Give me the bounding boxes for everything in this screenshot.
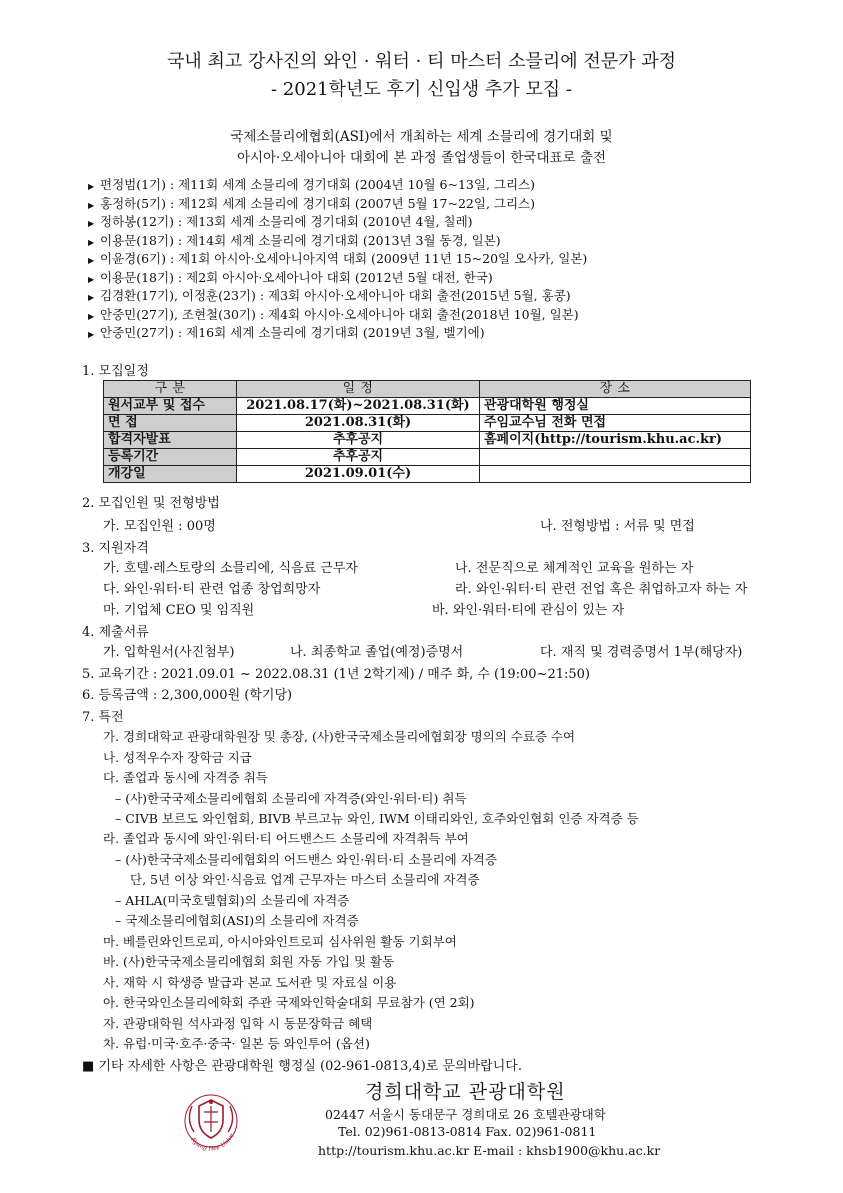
page-subtitle: - 2021학년도 후기 신입생 추가 모집 -: [271, 79, 572, 100]
benefit-item: 차. 유럽·미국·호주·중국· 일본 등 와인투어 (옵션): [103, 1036, 370, 1051]
schedule-table: [103, 380, 751, 483]
benefit-subitem: – (사)한국국제소믈리에협회 소믈리에 자격증(와인·워터·티) 취득: [115, 791, 467, 806]
benefit-item: 다. 졸업과 동시에 자격증 취득: [103, 770, 268, 785]
triangle-bullet-icon: ▶: [88, 330, 95, 339]
list-item: ▶ 편정범(1기) : 제11회 세계 소믈리에 경기대회 (2004년 10월 6~13일, 그리스): [88, 176, 587, 195]
table-row: [104, 398, 751, 415]
benefit-item: 마. 베를린와인트로피, 아시아와인트로피 심사위원 활동 기회부여: [103, 934, 457, 949]
list-item: ▶ 정하봉(12기) : 제13회 세계 소믈리에 경기대회 (2010년 4월, 칠레): [88, 213, 587, 232]
table-cell: 등록기간: [104, 449, 237, 466]
section-1-heading: 1. 모집일정: [82, 364, 149, 379]
footer-tel-fax: Tel. 02)961-0813-0814 Fax. 02)961-0811: [338, 1124, 597, 1139]
benefit-item: 라. 졸업과 동시에 와인·워터·티 어드밴스드 소믈리에 자격취득 부여: [103, 831, 469, 846]
table-cell: 2021.08.17(화)~2021.08.31(화): [237, 398, 480, 415]
table-cell: 원서교부 및 접수: [104, 398, 237, 415]
list-item: ▶ 이윤경(6기) : 제1회 아시아·오세아니아지역 대회 (2009년 11년 15~20일 오사카, 일본): [88, 250, 587, 269]
triangle-bullet-icon: ▶: [88, 182, 95, 191]
table-row: [104, 449, 751, 466]
recruit-count: 가. 모집인원 : 00명: [103, 519, 216, 534]
table-header: 구 분: [104, 381, 237, 398]
triangle-bullet-icon: ▶: [88, 274, 95, 284]
benefit-subitem: – (사)한국국제소믈리에협회의 어드밴스 와인·워터·티 소믈리에 자격증: [115, 852, 497, 867]
footer-address: 02447 서울시 동대문구 경희대로 26 호텔관광대학: [325, 1107, 606, 1122]
table-header-row: [104, 381, 751, 398]
benefit-item: 나. 성적우수자 장학금 지급: [103, 750, 252, 765]
list-item: ▶ 안중민(27기), 조현철(30기) : 제4회 아시아·오세아니아 대회 출전(2018년 10월, 일본): [88, 306, 587, 325]
benefit-item: 아. 한국와인소믈리에학회 주관 국제와인학술대회 무료참가 (연 2회): [103, 995, 475, 1010]
benefit-item: 자. 관광대학원 석사과정 입학 시 동문장학금 혜택: [103, 1016, 373, 1031]
list-item: ▶ 안중민(27기) : 제16회 세계 소믈리에 경기대회 (2019년 3월, 벨기에): [88, 324, 587, 343]
footer-web-email: http://tourism.khu.ac.kr E-mail : khsb1900@khu.ac.kr: [318, 1143, 661, 1158]
triangle-bullet-icon: ▶: [88, 237, 95, 247]
table-cell: 추후공지: [237, 449, 480, 466]
list-item: ▶ 이용문(18기) : 제14회 세계 소믈리에 경기대회 (2013년 3월 동경, 일본): [88, 232, 587, 251]
benefit-subitem-note: 단, 5년 이상 와인·식음료 업계 근무자는 마스터 소믈리에 자격증: [130, 872, 480, 887]
selection-method: 나. 전형방법 : 서류 및 면접: [540, 519, 695, 534]
table-cell: 관광대학원 행정실: [480, 398, 751, 415]
benefit-item: 바. (사)한국국제소믈리에협회 회원 자동 가입 및 활동: [103, 954, 395, 969]
intro-line-1: 국제소믈리에협회(ASI)에서 개최하는 세계 소믈리에 경기대회 및: [230, 129, 613, 145]
document-ga: 가. 입학원서(사진첨부): [103, 645, 235, 660]
intro-line-2: 아시아·오세아니아 대회에 본 과정 졸업생들이 한국대표로 출전: [236, 150, 607, 166]
table-cell: 2021.09.01(수): [237, 466, 480, 483]
education-period: 5. 교육기간 : 2021.09.01 ~ 2022.08.31 (1년 2학기제) / 매주 화, 수 (19:00~21:50): [82, 667, 590, 682]
seal-text: Kyung Hee Unive: [189, 1132, 236, 1153]
benefit-subitem: – AHLA(미국호텔협회)의 소믈리에 자격증: [115, 893, 350, 908]
qualification-ra: 라. 와인·워터·티 관련 전업 혹은 취업하고자 하는 자: [455, 582, 748, 597]
table-cell: [480, 449, 751, 466]
table-row: [104, 432, 751, 449]
list-item: ▶ 홍정하(5기) : 제12회 세계 소믈리에 경기대회 (2007년 5월 17~22일, 그리스): [88, 195, 587, 214]
organization-name: 경희대학교 관광대학원: [365, 1081, 566, 1103]
tuition-fee: 6. 등록금액 : 2,300,000원 (학기당): [82, 688, 293, 703]
contact-notice: ■ 기타 자세한 사항은 관광대학원 행정실 (02-961-0813,4)로 문의바랍니다.: [82, 1059, 522, 1074]
table-cell: 합격자발표: [104, 432, 237, 449]
document-na: 나. 최종학교 졸업(예정)증명서: [290, 645, 464, 660]
section-7-heading: 7. 특전: [82, 710, 124, 725]
table-cell: 면 접: [104, 415, 237, 432]
benefit-item: 사. 재학 시 학생증 발급과 본교 도서관 및 자료실 이용: [103, 975, 397, 990]
page-title: 국내 최고 강사진의 와인 · 워터 · 티 마스터 소믈리에 전문가 과정: [166, 51, 677, 72]
benefit-subitem: – CIVB 보르도 와인협회, BIVB 부르고뉴 와인, IWM 이태리와인, 호주와인협회 인증 자격증 등: [115, 811, 639, 826]
table-row: [104, 466, 751, 483]
table-header: 장 소: [480, 381, 751, 398]
triangle-bullet-icon: ▶: [88, 219, 95, 228]
section-2-heading: 2. 모집인원 및 전형방법: [82, 496, 220, 511]
table-cell: 개강일: [104, 466, 237, 483]
qualification-na: 나. 전문직으로 체계적인 교육을 원하는 자: [455, 561, 694, 576]
triangle-bullet-icon: ▶: [88, 293, 95, 302]
university-seal-logo: [180, 1092, 242, 1154]
alumni-list: [88, 176, 587, 343]
benefit-subitem: – 국제소믈리에협회(ASI)의 소믈리에 자격증: [115, 913, 359, 928]
triangle-bullet-icon: ▶: [88, 256, 95, 265]
triangle-bullet-icon: ▶: [88, 311, 95, 321]
table-cell: [480, 466, 751, 483]
table-header: 일 정: [237, 381, 480, 398]
qualification-ba: 바. 와인·워터·티에 관심이 있는 자: [432, 603, 625, 618]
list-item: ▶ 이용문(18기) : 제2회 아시아·오세아니아 대회 (2012년 5월 대전, 한국): [88, 269, 587, 288]
triangle-bullet-icon: ▶: [88, 200, 95, 210]
qualification-ma: 마. 기업체 CEO 및 임직원: [103, 603, 255, 618]
section-4-heading: 4. 제출서류: [82, 625, 149, 640]
list-item: ▶ 김경환(17기), 이정훈(23기) : 제3회 아시아·오세아니아 대회 출전(2015년 5월, 홍콩): [88, 287, 587, 306]
qualification-da: 다. 와인·워터·티 관련 업종 창업희망자: [103, 582, 321, 597]
table-cell: 2021.08.31(화): [237, 415, 480, 432]
benefit-item: 가. 경희대학교 관광대학원장 및 총장, (사)한국국제소믈리에협회장 명의의 수료증 수여: [103, 729, 576, 744]
section-3-heading: 3. 지원자격: [82, 541, 149, 556]
table-cell: 주임교수님 전화 면접: [480, 415, 751, 432]
table-row: [104, 415, 751, 432]
qualification-ga: 가. 호텔·레스토랑의 소믈리에, 식음료 근무자: [103, 561, 358, 576]
table-cell: 홈페이지(http://tourism.khu.ac.kr): [480, 432, 751, 449]
table-cell: 추후공지: [237, 432, 480, 449]
document-da: 다. 재직 및 경력증명서 1부(해당자): [540, 645, 743, 660]
